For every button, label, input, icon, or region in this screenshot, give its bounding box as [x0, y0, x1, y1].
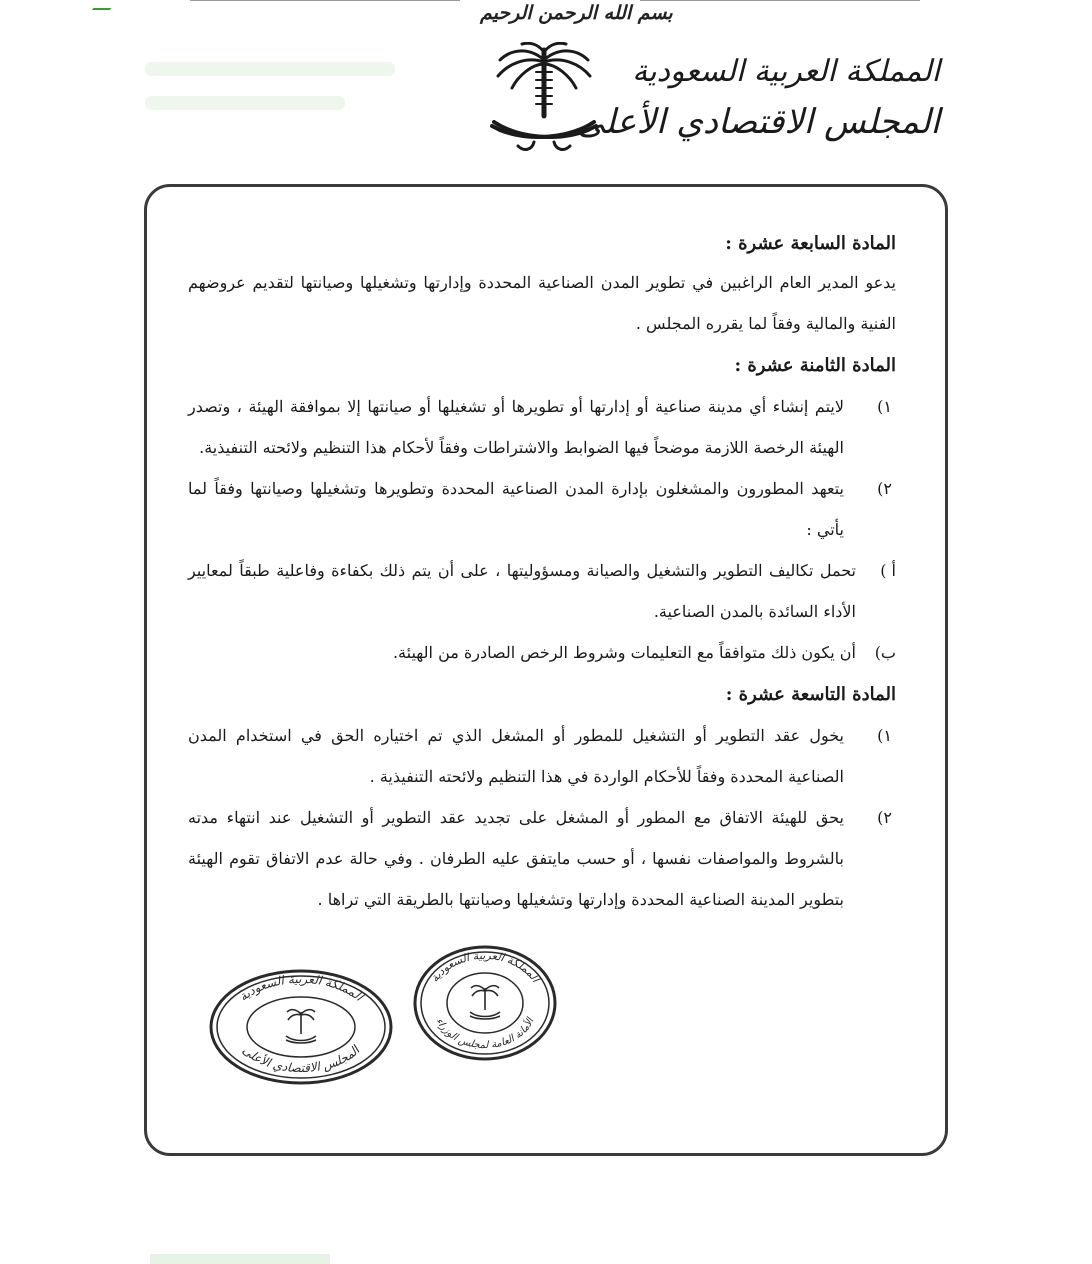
item-number: ١) — [877, 726, 892, 745]
article-title: المادة التاسعة عشرة : — [725, 684, 896, 705]
bleed-through-line — [145, 62, 395, 76]
council-seal — [208, 968, 394, 1086]
seal-top-text: المملكة العربية السعودية — [428, 948, 543, 985]
list-item — [188, 468, 896, 550]
bleed-through-line — [145, 96, 345, 110]
article-18 — [188, 352, 896, 673]
article-title: المادة السابعة عشرة : — [725, 233, 896, 254]
svg-text:المملكة العربية السعودية — [428, 949, 543, 986]
item-text: يتعهد المطورون والمشغلون بإدارة المدن الصناعية المحددة وتطويرها وتشغيلها وصيانتها وفقاً لما يأتي : — [188, 479, 845, 539]
org-name-council: المجلس الاقتصادي الأعلى — [576, 102, 940, 142]
bleed-through-line — [150, 1254, 330, 1264]
article-17 — [188, 230, 896, 344]
article-title: المادة الثامنة عشرة : — [734, 355, 896, 376]
palm-swords-icon — [470, 986, 500, 1019]
seal-top-text: المملكة العربية السعودية — [236, 971, 366, 1004]
sub-item-letter: ب) — [874, 643, 896, 662]
corner-mark — [92, 0, 118, 10]
article-paragraph: يدعو المدير العام الراغبين في تطوير المدن الصناعية المحددة وإدارتها وتشغيلها وصيانتها لتقديم عروضهم الفنية والمالية وفقاً لما يقرره المجلس . — [188, 273, 896, 333]
cabinet-seal — [412, 944, 558, 1062]
article-19 — [188, 681, 896, 920]
org-name-kingdom: المملكة العربية السعودية — [632, 54, 940, 89]
sub-item — [188, 550, 896, 632]
item-number: ٢) — [877, 808, 892, 827]
item-text: يحق للهيئة الاتفاق مع المطور أو المشغل على تجديد عقد التطوير أو التشغيل عند انتهاء مدته بالشروط والمواصفات نفسها ، أو حسب مايتفق عليه الطرفان . وفي حالة عدم الاتفاق تقوم الهيئة بتطوير المدينة الصناعية المحددة وإدارتها وتشغيلها وصيانتها بالطريقة التي تراها . — [188, 808, 845, 909]
list-item — [188, 386, 896, 468]
document-body — [188, 230, 896, 920]
item-number: ٢) — [877, 479, 892, 498]
seal-bottom-text: المجلس الاقتصادي الأعلى — [239, 1042, 363, 1076]
top-rule-right — [640, 0, 920, 1]
item-number: ١) — [877, 397, 892, 416]
basmala: بسم الله الرحمن الرحيم — [480, 2, 673, 24]
sub-item-letter: أ ) — [880, 561, 896, 580]
item-text: لايتم إنشاء أي مدينة صناعية أو إدارتها أو تطويرها أو تشغيلها أو صيانتها إلا بموافقة الهيئة ، وتصدر الهيئة الرخصة اللازمة موضحاً فيها الضوابط والاشتراطات وفقاً لأحكام هذا التنظيم ولائحته التنفيذية. — [188, 397, 844, 457]
item-text: يخول عقد التطوير أو التشغيل للمطور أو المشغل الذي تم اختياره الحق في استخدام المدن الصناعية المحددة وفقاً للأحكام الواردة في هذا التنظيم ولائحته التنفيذية . — [188, 726, 844, 786]
sub-item-text: تحمل تكاليف التطوير والتشغيل والصيانة ومسؤوليتها ، على أن يتم ذلك بكفاءة وفاعلية طبقاً لمعايير الأداء السائدة بالمدن الصناعية. — [188, 561, 856, 621]
sub-item — [188, 632, 896, 673]
top-rule-left — [190, 0, 460, 1]
list-item — [188, 715, 896, 797]
palm-swords-icon — [286, 1010, 316, 1043]
sub-item-text: أن يكون ذلك متوافقاً مع التعليمات وشروط الرخص الصادرة من الهيئة. — [392, 643, 856, 662]
list-item — [188, 797, 896, 920]
seal-bottom-text: الأمانة العامة لمجلس الوزراء — [433, 1016, 537, 1052]
